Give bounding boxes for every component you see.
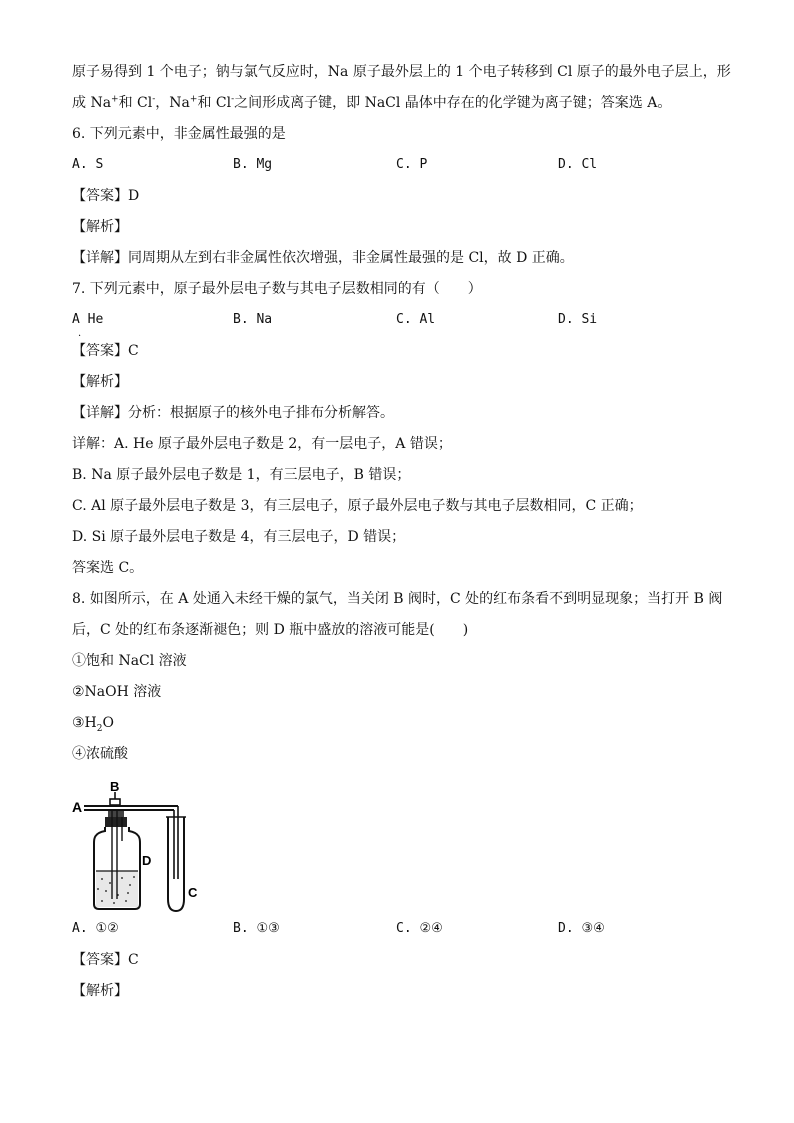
stray-dot: · <box>78 331 82 342</box>
analysis-label: 【解析】 <box>72 374 128 390</box>
answer-label: 【答案】C <box>72 952 139 968</box>
option-a: A. ①② <box>72 921 119 936</box>
question-7: 7. 下列元素中，原子最外层电子数与其电子层数相同的有（ ） <box>72 281 482 297</box>
option-d: D. Cl <box>558 157 598 172</box>
answer-label: 【答案】D <box>72 188 140 204</box>
detail-text: 答案选 C。 <box>72 560 144 576</box>
question-8: 8. 如图所示，在 A 处通入未经干燥的氯气，当关闭 B 阀时，C 处的红布条看不到明显现象；当打开 B 阀 <box>72 591 723 607</box>
detail-text: B. Na 原子最外层电子数是 1，有三层电子，B 错误； <box>72 467 411 483</box>
choice-1: ①饱和 NaCl 溶液 <box>72 653 187 669</box>
label-a: A <box>72 799 83 815</box>
option-d: D. Si <box>558 312 598 327</box>
choice-3: $③H_2O$ <box>72 715 114 734</box>
option-b: B. ①③ <box>233 921 280 936</box>
analysis-label: 【解析】 <box>72 219 128 235</box>
detail-text: 详解：A. He 原子最外层电子数是 2，有一层电子，A 错误； <box>72 436 452 452</box>
question-6-options <box>72 155 722 186</box>
label-b: B <box>110 779 120 794</box>
option-c: C. Al <box>396 312 436 327</box>
detail-text: 【详解】分析：根据原子的核外电子排布分析解答。 <box>72 405 394 421</box>
option-c: C. ②④ <box>396 921 443 936</box>
document-page <box>72 62 731 1012</box>
text-line: 成 Na+和 Cl-，Na+和 Cl-之间形成离子键，即 NaCl 晶体中存在的化学键为离子键；答案选 A。 <box>72 94 672 111</box>
detail-text: 【详解】同周期从左到右非金属性依次增强，非金属性最强的是 Cl，故 D 正确。 <box>72 250 574 266</box>
analysis-label: 【解析】 <box>72 983 128 999</box>
option-d: D. ③④ <box>558 921 605 936</box>
option-b: B. Na <box>233 312 273 327</box>
label-d: D <box>142 853 152 868</box>
detail-text: D. Si 原子最外层电子数是 4，有三层电子，D 错误； <box>72 529 406 545</box>
label-c: C <box>188 885 198 900</box>
question-8: 后，C 处的红布条逐渐褪色；则 D 瓶中盛放的溶液可能是( ) <box>72 622 469 638</box>
answer-label: 【答案】C <box>72 343 139 359</box>
question-6: 6. 下列元素中，非金属性最强的是 <box>72 126 286 142</box>
choice-2: ②NaOH 溶液 <box>72 684 162 700</box>
text-line: 原子易得到 1 个电子；钠与氯气反应时，Na 原子最外层上的 1 个电子转移到 Cl 原子的最外电子层上，形 <box>72 64 731 80</box>
apparatus-diagram <box>72 779 722 919</box>
option-c: C. P <box>396 157 428 172</box>
question-8-options <box>72 919 722 950</box>
option-b: B. Mg <box>233 157 273 172</box>
apparatus-svg <box>72 779 212 919</box>
option-a: A He <box>72 312 104 327</box>
option-a: A. S <box>72 157 104 172</box>
question-7-options <box>72 310 722 332</box>
choice-4: ④浓硫酸 <box>72 746 128 762</box>
detail-text: C. Al 原子最外层电子数是 3，有三层电子，原子最外层电子数与其电子层数相同，C 正确； <box>72 498 643 514</box>
